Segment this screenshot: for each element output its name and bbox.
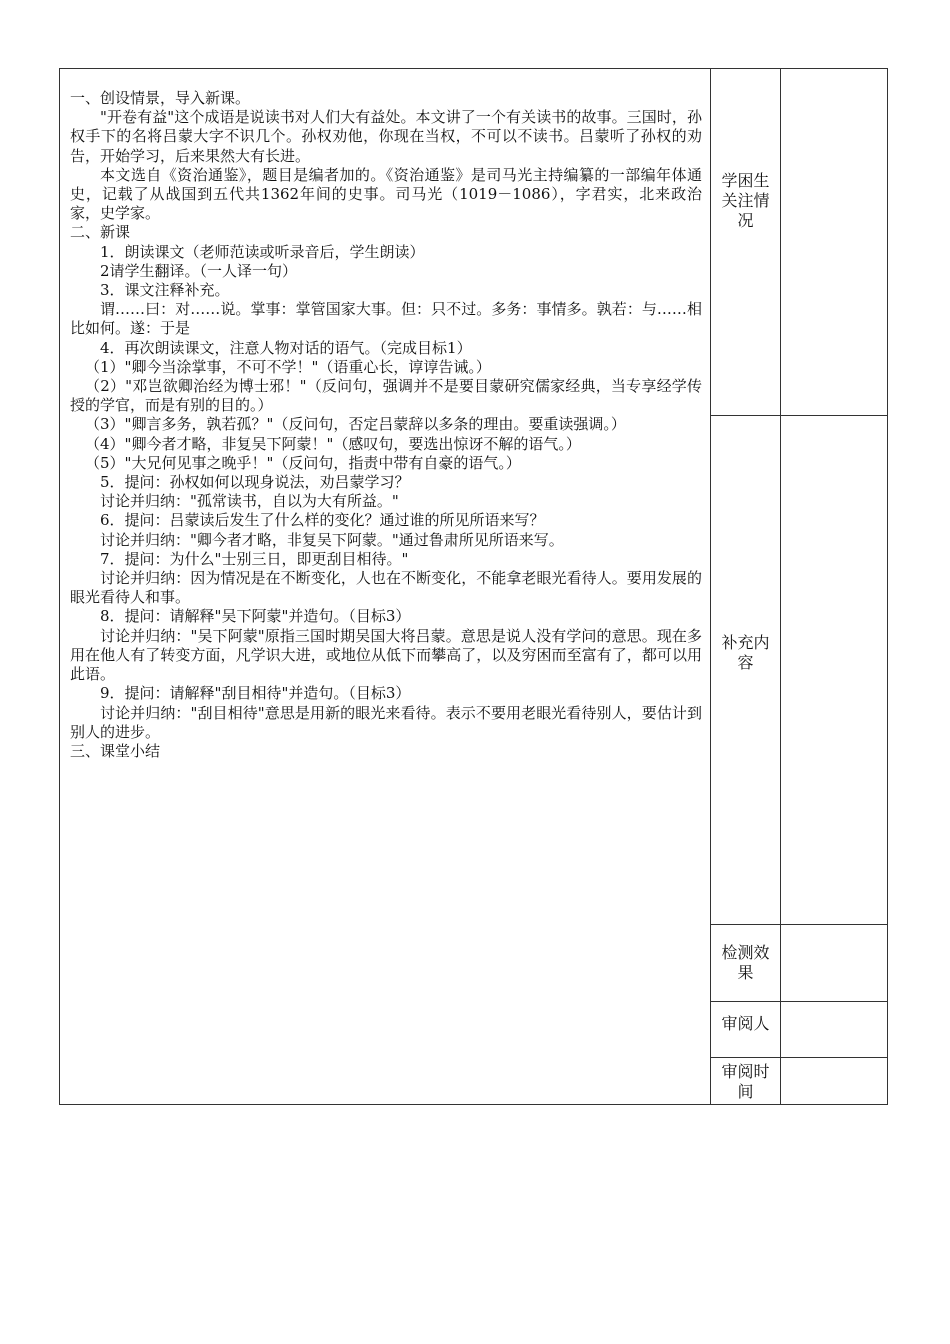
student-attention-cell [711,69,781,416]
lesson-paragraph: 讨论并归纳："吴下阿蒙"原指三国时期吴国大将吕蒙。意思是说人没有学问的意思。现在多用在他人有了转变方面，凡学识大进，或地位从低下而攀高了，以及穷困而至富有了，都可以用此语。 [70,626,702,684]
lesson-paragraph: 讨论并归纳：因为情况是在不断变化，人也在不断变化，不能拿老眼光看待人。要用发展的眼光看待人和事。 [70,569,702,607]
test-effect-value [781,925,888,1002]
lesson-paragraph: 9．提问：请解释"刮目相待"并造句。（目标3） [100,684,411,703]
lesson-paragraph: 三、课堂小结 [70,741,161,760]
lesson-paragraph: 2请学生翻译。（一人译一句） [100,261,298,280]
lesson-paragraph: 6．提问：吕蒙读后发生了什么样的变化？通过谁的所见所语来写？ [100,511,545,530]
lesson-paragraph: 讨论并归纳："孤常读书，自以为大有所益。" [100,492,399,511]
review-time-cell [711,1058,781,1105]
lesson-paragraph: 4．再次朗读课文，注意人物对话的语气。（完成目标1） [100,338,472,357]
lesson-paragraph: （5）"大兄何见事之晚乎！"（反问句，指责中带有自豪的语气。） [85,453,521,472]
lesson-paragraph: 7．提问：为什么"士别三日，即更刮目相待。" [100,549,409,568]
lesson-paragraph: "开卷有益"这个成语是说读书对人们大有益处。本文讲了一个有关读书的故事。三国时，孙权手下的名将吕蒙大字不识几个。孙权劝他，你现在当权，不可以不读书。吕蒙听了孙权的劝告，开始学习，后来果然大有长进。 [70,108,702,165]
reviewer-value [781,1002,888,1058]
lesson-paragraph: （2）"邓岂欲卿治经为博士邪！"（反问句，强调并不是要目蒙研究儒家经典，当专享经学传授的学官，而是有别的目的。） [70,377,702,415]
supplement-cell [711,416,781,925]
lesson-paragraph: 一、创设情景，导入新课。 [70,89,251,107]
test-effect-cell [711,925,781,1002]
lesson-paragraph: （1）"卿今当涂掌事，不可不学！"（语重心长，谆谆告诫。） [85,357,491,376]
supplement-value [781,416,888,925]
lesson-paragraph: （4）"卿今者才略，非复吴下阿蒙！"（感叹句，要选出惊讶不解的语气。） [85,434,581,453]
lesson-plan-table [59,68,888,1105]
test-effect-label: 检测效果 [721,943,770,982]
supplement-label: 补充内容 [721,633,770,672]
lesson-paragraph: 1．朗读课文（老师范读或听录音后，学生朗读） [100,242,425,261]
student-attention-value [781,69,888,416]
lesson-paragraph: 讨论并归纳："刮目相待"意思是用新的眼光来看待。表示不要用老眼光看待别人，要估计到别人的进步。 [70,703,702,741]
reviewer-label: 审阅人 [721,1014,770,1033]
reviewer-cell [711,1002,781,1058]
lesson-content-cell [60,69,711,1105]
lesson-paragraph: 本文选自《资治通鉴》，题目是编者加的。《资治通鉴》是司马光主持编纂的一部编年体通史，记载了从战国到五代共1362年间的史事。司马光（1019－1086），字君实，北来政治家，史学家。 [70,165,702,223]
lesson-paragraph: 8．提问：请解释"吴下阿蒙"并造句。（目标3） [100,607,411,626]
lesson-paragraph: （3）"卿言多务，孰若孤？"（反问句，否定吕蒙辞以多条的理由。要重读强调。） [85,415,626,434]
lesson-paragraph: 二、新课 [70,223,131,242]
lesson-paragraph: 3．课文注释补充。 [100,281,230,300]
lesson-content [60,69,710,761]
review-time-value [781,1058,888,1105]
review-time-label: 审阅时间 [721,1062,770,1101]
lesson-paragraph: 5．提问：孙权如何以现身说法，劝吕蒙学习？ [100,473,410,492]
lesson-paragraph: 谓……曰：对……说。掌事：掌管国家大事。但：只不过。多务：事情多。孰若：与……相比如何。遂：于是 [70,300,702,338]
lesson-paragraph: 讨论并归纳："卿今者才略，非复吴下阿蒙。"通过鲁肃所见所语来写。 [100,530,564,549]
student-attention-label: 学困生关注情况 [721,171,770,230]
